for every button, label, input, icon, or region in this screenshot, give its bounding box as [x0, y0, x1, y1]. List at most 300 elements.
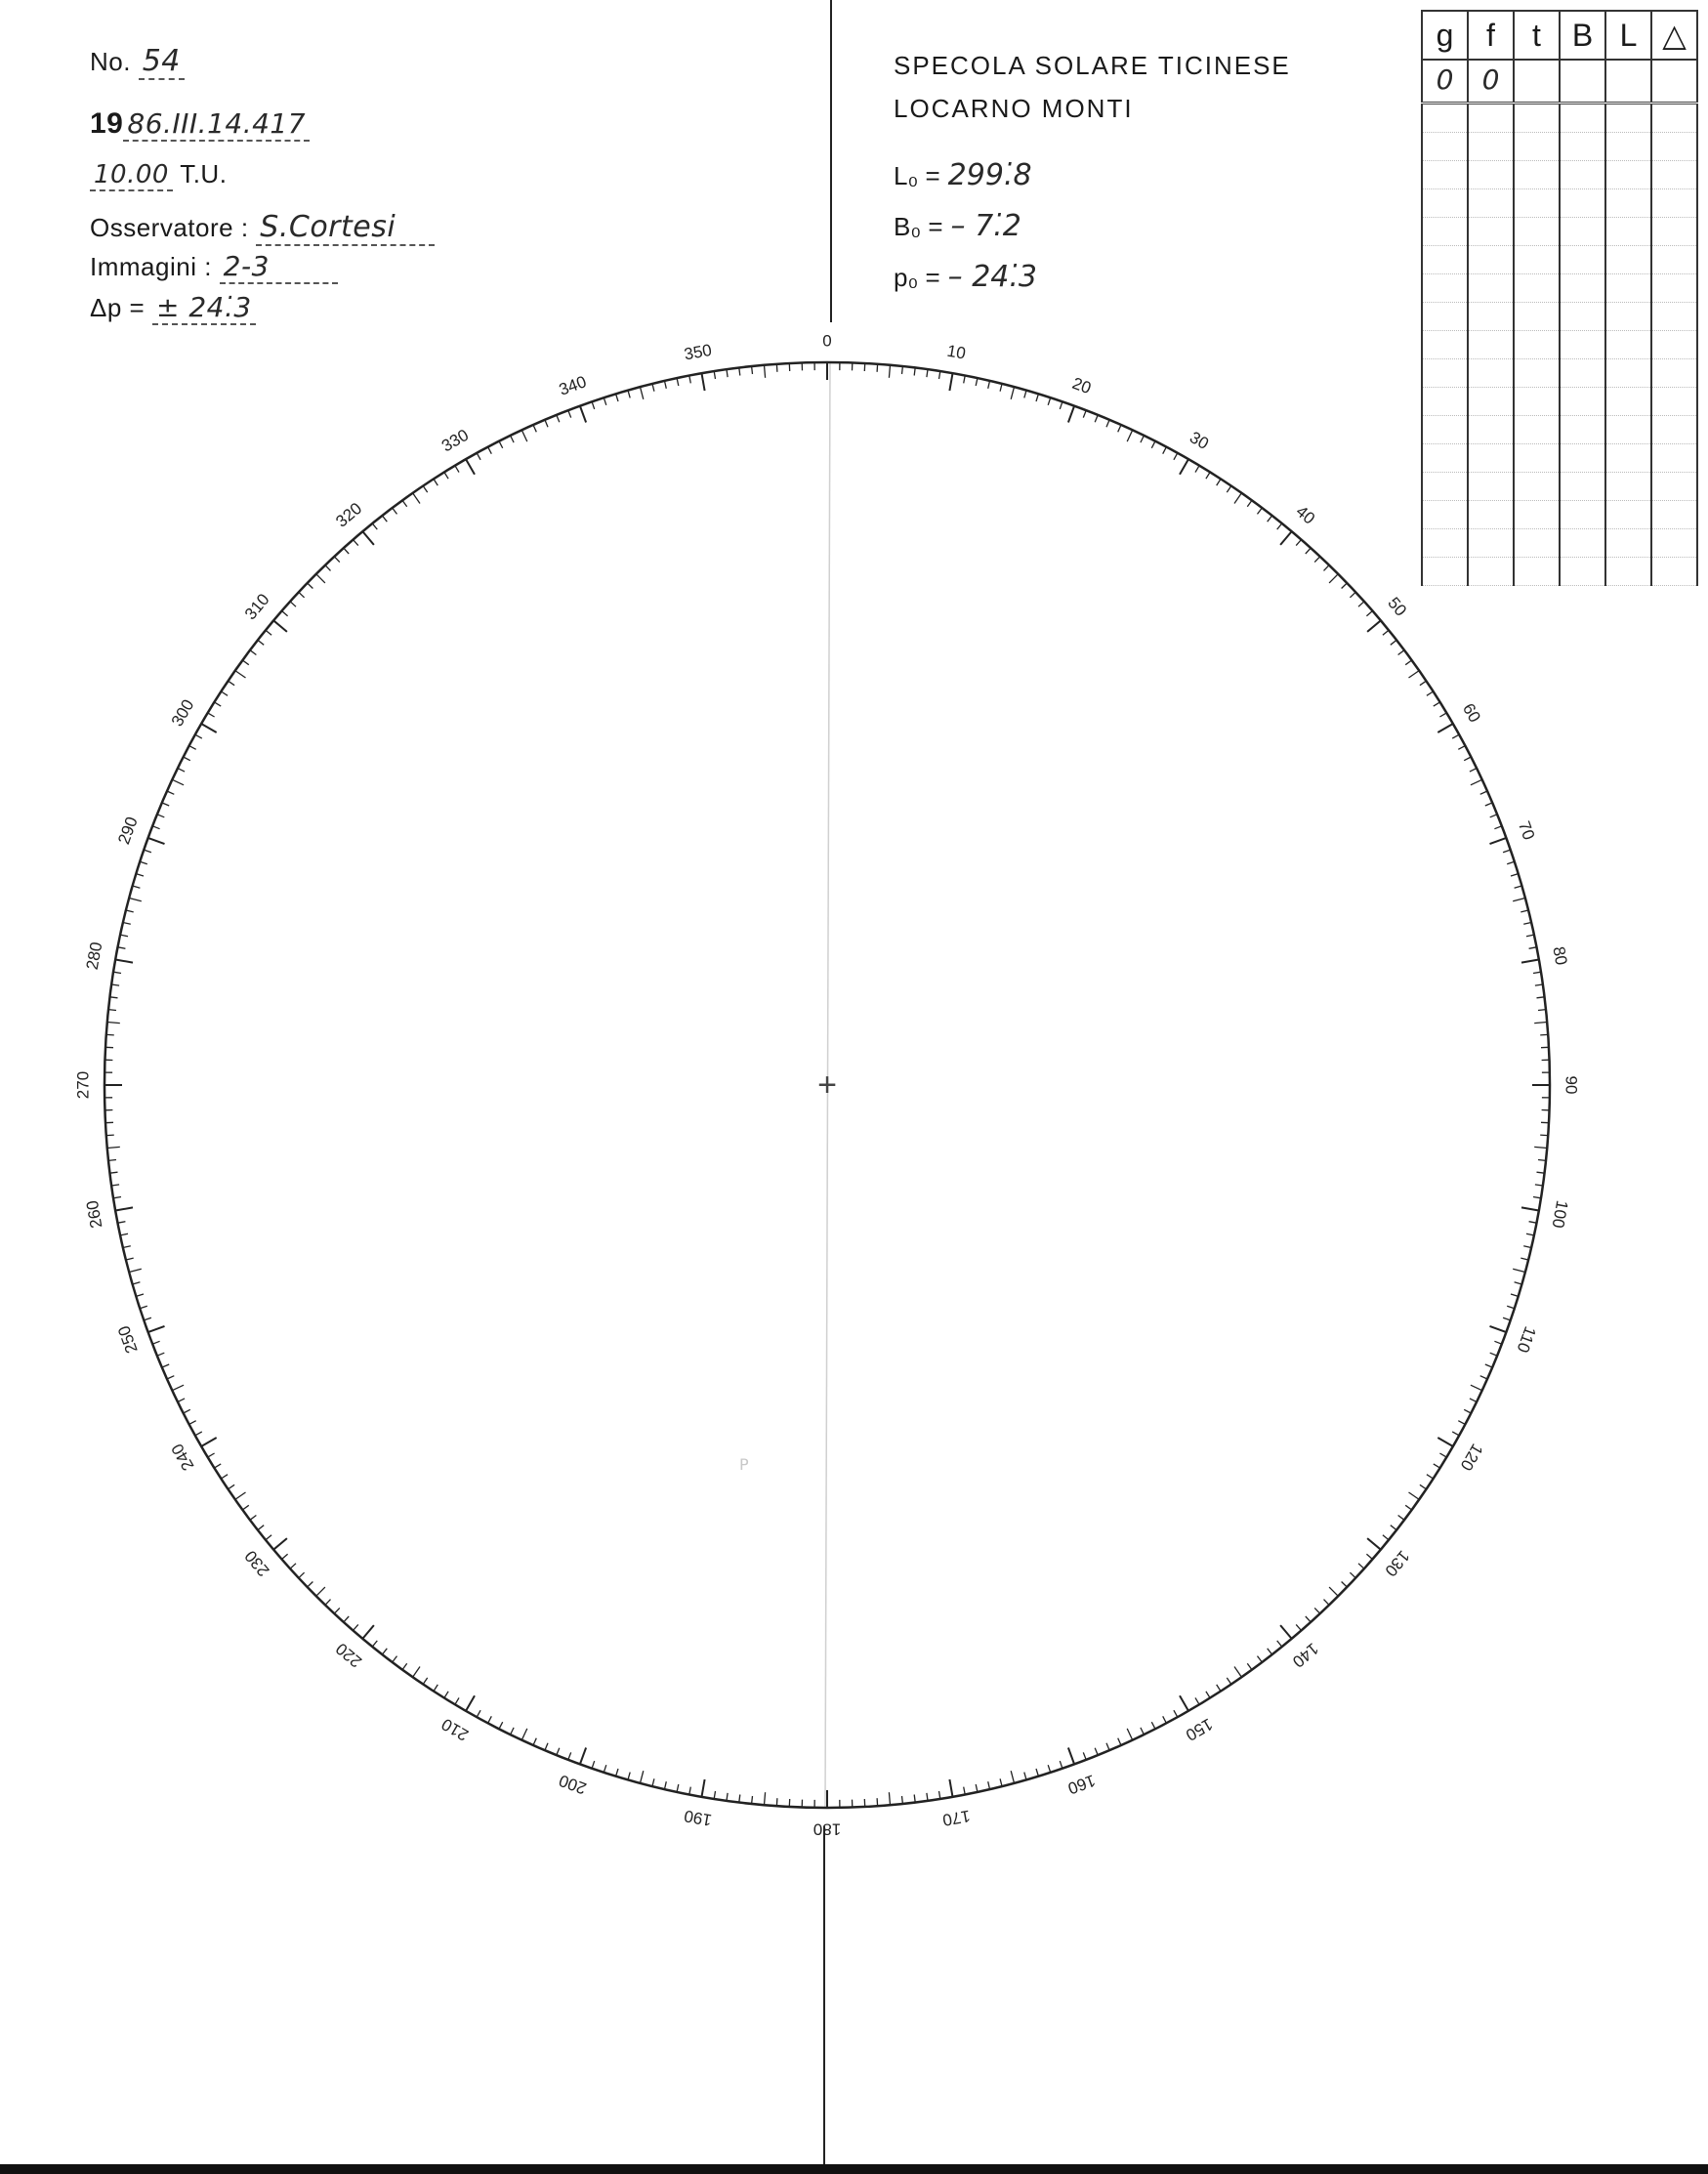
degree-tick: [1526, 1233, 1534, 1235]
degree-tick: [889, 1792, 890, 1805]
degree-tick: [1485, 1364, 1492, 1367]
degree-tick: [533, 425, 536, 432]
degree-tick: [201, 724, 217, 732]
l0-value: 299.̇8: [947, 158, 1032, 192]
degree-tick: [1306, 548, 1311, 554]
degree-tick: [123, 1246, 131, 1248]
degree-tick: [455, 466, 459, 473]
degree-tick: [592, 1761, 595, 1769]
degree-tick: [1398, 650, 1404, 655]
date-value: 86.III.14.417: [123, 107, 310, 142]
degree-tick: [499, 1722, 503, 1729]
degree-tick: [1217, 479, 1221, 485]
degree-tick: [273, 620, 287, 632]
degree-tick: [765, 1792, 766, 1805]
degree-tick: [393, 1656, 397, 1662]
degree-tick: [727, 369, 728, 377]
degree-tick: [727, 1793, 728, 1801]
degree-tick: [1471, 779, 1482, 785]
degree-tick: [1391, 1526, 1396, 1530]
degree-tick: [1439, 1453, 1446, 1457]
degree-tick: [290, 1564, 296, 1568]
degree-tick: [1324, 1600, 1330, 1606]
degree-tick: [325, 565, 331, 571]
degree-tick: [1060, 1761, 1062, 1769]
degree-tick: [126, 910, 134, 912]
degree-tick: [444, 472, 448, 479]
degree-tick: [1427, 691, 1434, 695]
degree-tick: [455, 1697, 459, 1704]
degree-tick: [1141, 1728, 1145, 1735]
degree-tick: [172, 779, 184, 785]
degree-tick: [372, 523, 377, 529]
degree-tick: [1521, 960, 1539, 963]
degree-tick: [362, 531, 374, 545]
degree-tick: [354, 540, 358, 546]
degree-tick: [1106, 420, 1109, 427]
degree-tick: [1490, 838, 1507, 844]
degree-tick: [714, 1791, 715, 1799]
degree-tick: [1095, 415, 1098, 422]
degree-label: 200: [556, 1771, 589, 1798]
degree-tick: [162, 803, 169, 806]
degree-tick: [1036, 1769, 1038, 1777]
degree-tick: [290, 602, 296, 606]
degree-label: 110: [1513, 1323, 1540, 1356]
degree-tick: [1434, 1464, 1440, 1468]
degree-tick: [189, 746, 196, 750]
degree-tick: [1480, 1376, 1487, 1379]
degree-tick: [1523, 923, 1531, 925]
images-value: 2-3: [220, 250, 338, 284]
degree-tick: [113, 1197, 121, 1198]
degree-tick: [107, 1147, 120, 1148]
degree-label: 340: [556, 372, 589, 399]
degree-tick: [976, 1784, 978, 1792]
degree-tick: [466, 459, 475, 475]
degree-tick: [299, 1572, 305, 1578]
number-label: No.: [90, 47, 131, 76]
degree-tick: [129, 899, 142, 901]
degree-tick: [592, 401, 595, 409]
degree-tick: [1083, 1752, 1086, 1759]
degree-tick: [1458, 1421, 1465, 1425]
degree-tick: [235, 671, 246, 678]
degree-tick: [1206, 1692, 1210, 1698]
degree-tick: [172, 1385, 184, 1391]
degree-tick: [1538, 1160, 1546, 1161]
degree-tick: [939, 1791, 940, 1799]
degree-label: 270: [73, 1070, 93, 1100]
degree-tick: [1068, 1748, 1074, 1765]
degree-label: 190: [683, 1806, 714, 1830]
degree-tick: [1217, 1685, 1221, 1692]
degree-tick: [1314, 1608, 1320, 1613]
degree-tick: [1537, 1172, 1545, 1173]
degree-tick: [1367, 620, 1381, 632]
degree-tick: [714, 371, 715, 379]
degree-tick: [120, 1233, 128, 1235]
degree-tick: [229, 681, 235, 686]
degree-tick: [195, 734, 202, 738]
degree-tick: [242, 1505, 249, 1510]
degree-tick: [1434, 702, 1440, 706]
degree-tick: [1342, 583, 1348, 589]
degree-tick: [1036, 394, 1038, 401]
header-t: t: [1514, 11, 1560, 60]
degree-tick: [1490, 1353, 1497, 1356]
degree-tick: [393, 508, 397, 514]
header-l: L: [1605, 11, 1651, 60]
degree-label: 280: [82, 941, 106, 972]
degree-tick: [1227, 486, 1231, 493]
degree-tick: [488, 1716, 492, 1723]
degree-tick: [628, 391, 630, 398]
degree-tick: [949, 373, 952, 391]
degree-tick: [1427, 1475, 1434, 1479]
degree-tick: [1452, 734, 1459, 738]
degree-tick: [444, 1692, 448, 1698]
observer-value: S.Cortesi: [256, 210, 435, 246]
degree-tick: [184, 757, 190, 761]
degree-tick: [133, 1282, 141, 1284]
degree-tick: [1141, 436, 1145, 442]
degree-label: 320: [332, 498, 366, 531]
degree-tick: [162, 1364, 169, 1367]
degree-tick: [308, 583, 313, 589]
degree-tick: [282, 611, 288, 616]
degree-tick: [902, 366, 903, 374]
degree-tick: [1277, 523, 1282, 529]
degree-tick: [1535, 1185, 1543, 1186]
degree-tick: [1507, 861, 1515, 864]
degree-tick: [1127, 430, 1133, 441]
degree-tick: [148, 838, 165, 844]
degree-tick: [1366, 1554, 1372, 1559]
degree-tick: [1494, 826, 1501, 829]
degree-tick: [988, 1781, 990, 1789]
degree-tick: [1342, 1582, 1348, 1588]
degree-tick: [1437, 1438, 1453, 1446]
degree-tick: [1420, 1484, 1427, 1489]
degree-tick: [1324, 565, 1330, 571]
degree-tick: [689, 1787, 691, 1795]
degree-tick: [604, 1765, 606, 1773]
degree-tick: [1234, 493, 1241, 504]
degree-tick: [118, 1222, 126, 1224]
degree-tick: [927, 369, 928, 377]
degree-tick: [1507, 1306, 1515, 1309]
degree-tick: [1280, 1625, 1292, 1639]
degree-tick: [964, 1787, 966, 1795]
degree-tick: [325, 1600, 331, 1606]
degree-tick: [402, 500, 407, 507]
institution-location: LOCARNO MONTI: [894, 94, 1134, 123]
degree-tick: [334, 557, 340, 563]
degree-tick: [739, 368, 740, 376]
degree-tick: [140, 1306, 147, 1309]
degree-tick: [1048, 397, 1051, 405]
degree-tick: [616, 1769, 618, 1777]
degree-tick: [1227, 1678, 1231, 1685]
degree-tick: [1180, 459, 1188, 475]
degree-tick: [1350, 592, 1355, 598]
degree-tick: [250, 650, 256, 655]
degree-tick: [557, 1748, 560, 1755]
degree-tick: [1540, 1135, 1548, 1136]
degree-tick: [250, 1516, 256, 1521]
degree-tick: [1350, 1572, 1355, 1578]
degree-tick: [521, 430, 527, 441]
degree-tick: [144, 1317, 151, 1320]
degree-tick: [1206, 472, 1210, 479]
degree-tick: [434, 479, 437, 485]
degree-tick: [1511, 874, 1519, 876]
degree-tick: [914, 1795, 915, 1803]
degree-tick: [1367, 1538, 1381, 1550]
degree-tick: [665, 1781, 667, 1789]
degree-tick: [1439, 713, 1446, 717]
time-unit: T.U.: [180, 159, 228, 188]
degree-label: 160: [1065, 1771, 1099, 1798]
degree-tick: [334, 1608, 340, 1613]
degree-tick: [665, 381, 667, 389]
degree-tick: [1537, 997, 1545, 998]
degree-label: 120: [1456, 1440, 1487, 1475]
degree-tick: [1000, 384, 1002, 392]
degree-tick: [1247, 1663, 1252, 1670]
degree-tick: [568, 410, 571, 417]
degree-tick: [1523, 1246, 1531, 1248]
l0-label: L₀ =: [894, 161, 940, 190]
degree-tick: [1247, 500, 1252, 507]
number-value: 54: [139, 44, 185, 80]
header-f: f: [1468, 11, 1514, 60]
degree-tick: [1024, 1773, 1026, 1780]
degree-tick: [776, 364, 777, 372]
degree-tick: [521, 1729, 527, 1740]
degree-tick: [1470, 769, 1477, 773]
degree-tick: [1060, 401, 1062, 409]
degree-tick: [533, 1738, 536, 1745]
degree-label: 20: [1069, 373, 1094, 398]
degree-tick: [1118, 1738, 1121, 1745]
degree-tick: [652, 384, 654, 392]
degree-tick: [1195, 1697, 1199, 1704]
degree-tick: [1268, 1649, 1272, 1654]
degree-tick: [739, 1795, 740, 1803]
degree-tick: [1464, 757, 1471, 761]
degree-label: 100: [1548, 1198, 1572, 1230]
degree-tick: [299, 592, 305, 598]
degree-tick: [466, 1695, 475, 1711]
degree-tick: [1280, 531, 1292, 545]
degree-label: 70: [1514, 818, 1539, 843]
degree-tick: [1358, 602, 1364, 606]
degree-tick: [107, 1023, 120, 1024]
degree-tick: [167, 1376, 174, 1379]
degree-tick: [157, 1353, 164, 1356]
degree-tick: [1048, 1765, 1051, 1773]
degree-tick: [1083, 410, 1086, 417]
degree-tick: [557, 415, 560, 422]
degree-label: 240: [167, 1440, 198, 1475]
degree-tick: [902, 1796, 903, 1804]
degree-tick: [113, 972, 121, 973]
degree-tick: [1540, 1034, 1548, 1035]
degree-tick: [1409, 671, 1420, 678]
degree-tick: [1480, 791, 1487, 794]
degree-tick: [545, 420, 548, 427]
degree-tick: [1296, 540, 1301, 546]
degree-label: 220: [332, 1639, 366, 1672]
degree-tick: [129, 1269, 142, 1272]
degree-tick: [1521, 910, 1528, 912]
degree-tick: [266, 1535, 271, 1540]
degree-tick: [167, 791, 174, 794]
scan-edge-band: [0, 2164, 1708, 2174]
degree-tick: [423, 1678, 428, 1685]
degree-tick: [1011, 387, 1014, 399]
degree-tick: [604, 397, 606, 405]
degree-tick: [152, 1341, 159, 1344]
degree-tick: [641, 387, 644, 399]
degree-tick: [382, 516, 387, 522]
degree-tick: [1452, 1432, 1459, 1436]
degree-tick: [108, 1010, 116, 1011]
degree-tick: [111, 1185, 119, 1186]
degree-tick: [258, 1526, 264, 1530]
degree-tick: [1383, 630, 1389, 635]
degree-tick: [1358, 1564, 1364, 1568]
degree-tick: [1420, 681, 1427, 686]
degree-tick: [1258, 508, 1263, 514]
degree-label: 290: [114, 814, 142, 847]
time-value: 10.00: [90, 160, 173, 191]
degree-tick: [752, 1796, 753, 1804]
degree-tick: [1513, 1269, 1525, 1272]
degree-tick: [152, 826, 159, 829]
degree-tick: [1234, 1667, 1241, 1678]
degree-tick: [1511, 1294, 1519, 1296]
degree-tick: [488, 447, 492, 454]
images-label: Immagini :: [90, 252, 212, 281]
degree-tick: [1409, 1492, 1420, 1499]
header-g: g: [1422, 11, 1468, 60]
degree-tick: [157, 815, 164, 817]
degree-tick: [1515, 886, 1522, 888]
degree-tick: [499, 441, 503, 448]
degree-tick: [106, 1135, 114, 1136]
degree-tick: [126, 1258, 134, 1260]
degree-tick: [702, 373, 705, 391]
degree-label: 40: [1292, 501, 1319, 528]
degree-tick: [221, 1475, 228, 1479]
pencil-mark: P: [739, 1455, 749, 1474]
degree-tick: [652, 1778, 654, 1786]
degree-tick: [372, 1641, 377, 1647]
degree-label: 230: [240, 1546, 273, 1580]
degree-tick: [208, 1453, 215, 1457]
degree-tick: [195, 1432, 202, 1436]
degree-tick: [136, 874, 144, 876]
degree-label: 210: [437, 1714, 473, 1745]
degree-tick: [273, 1538, 287, 1550]
degree-tick: [423, 486, 428, 493]
degree-tick: [1470, 1399, 1477, 1402]
degree-label: 80: [1549, 944, 1571, 967]
degree-tick: [1521, 1258, 1528, 1260]
degree-tick: [677, 1784, 679, 1792]
degree-label: 50: [1384, 593, 1411, 620]
degree-tick: [110, 997, 118, 998]
degree-tick: [1533, 1197, 1541, 1198]
degree-tick: [689, 376, 691, 384]
degree-tick: [677, 378, 679, 386]
degree-tick: [949, 1779, 952, 1797]
degree-tick: [235, 1492, 246, 1499]
degree-tick: [1534, 1147, 1547, 1148]
degree-tick: [1095, 1748, 1098, 1755]
degree-tick: [133, 886, 141, 888]
degree-tick: [344, 1616, 349, 1622]
degree-tick: [382, 1649, 387, 1654]
degree-tick: [110, 1172, 118, 1173]
degree-tick: [1151, 1722, 1155, 1729]
degree-tick: [702, 1779, 705, 1797]
degree-tick: [1118, 425, 1121, 432]
degree-tick: [1521, 1207, 1539, 1210]
degree-tick: [1526, 935, 1534, 937]
degree-tick: [765, 365, 766, 378]
degree-tick: [111, 984, 119, 985]
degree-tick: [118, 947, 126, 949]
degree-label: 180: [812, 1819, 842, 1839]
degree-tick: [282, 1554, 288, 1559]
degree-tick: [580, 406, 586, 423]
delta-p-label: Δp =: [90, 293, 152, 322]
degree-tick: [1464, 1409, 1471, 1413]
degree-tick: [877, 1798, 878, 1806]
degree-label: 170: [940, 1806, 972, 1830]
degree-tick: [1485, 803, 1492, 806]
degree-tick: [1306, 1616, 1311, 1622]
degree-tick: [1180, 1695, 1188, 1711]
center-mark: +: [817, 1066, 837, 1104]
degree-tick: [1405, 660, 1412, 665]
degree-label: 90: [1562, 1075, 1581, 1095]
degree-label: 140: [1288, 1639, 1322, 1672]
degree-tick: [1000, 1778, 1002, 1786]
degree-label: 260: [82, 1198, 106, 1230]
degree-tick: [1533, 972, 1541, 973]
degree-tick: [123, 923, 131, 925]
degree-tick: [1151, 441, 1155, 448]
degree-tick: [1329, 1587, 1338, 1596]
degree-tick: [106, 1034, 114, 1035]
degree-tick: [434, 1685, 437, 1692]
degree-tick: [362, 1625, 374, 1639]
date-prefix: 19: [90, 107, 124, 140]
degree-tick: [964, 376, 966, 384]
degree-label: 0: [822, 331, 832, 351]
degree-tick: [580, 1748, 586, 1765]
degree-label: 30: [1187, 428, 1212, 454]
institution-name: SPECOLA SOLARE TICINESE: [894, 51, 1291, 80]
degree-label: 150: [1182, 1714, 1217, 1745]
degree-label: 330: [437, 425, 473, 456]
degree-tick: [115, 1207, 133, 1210]
